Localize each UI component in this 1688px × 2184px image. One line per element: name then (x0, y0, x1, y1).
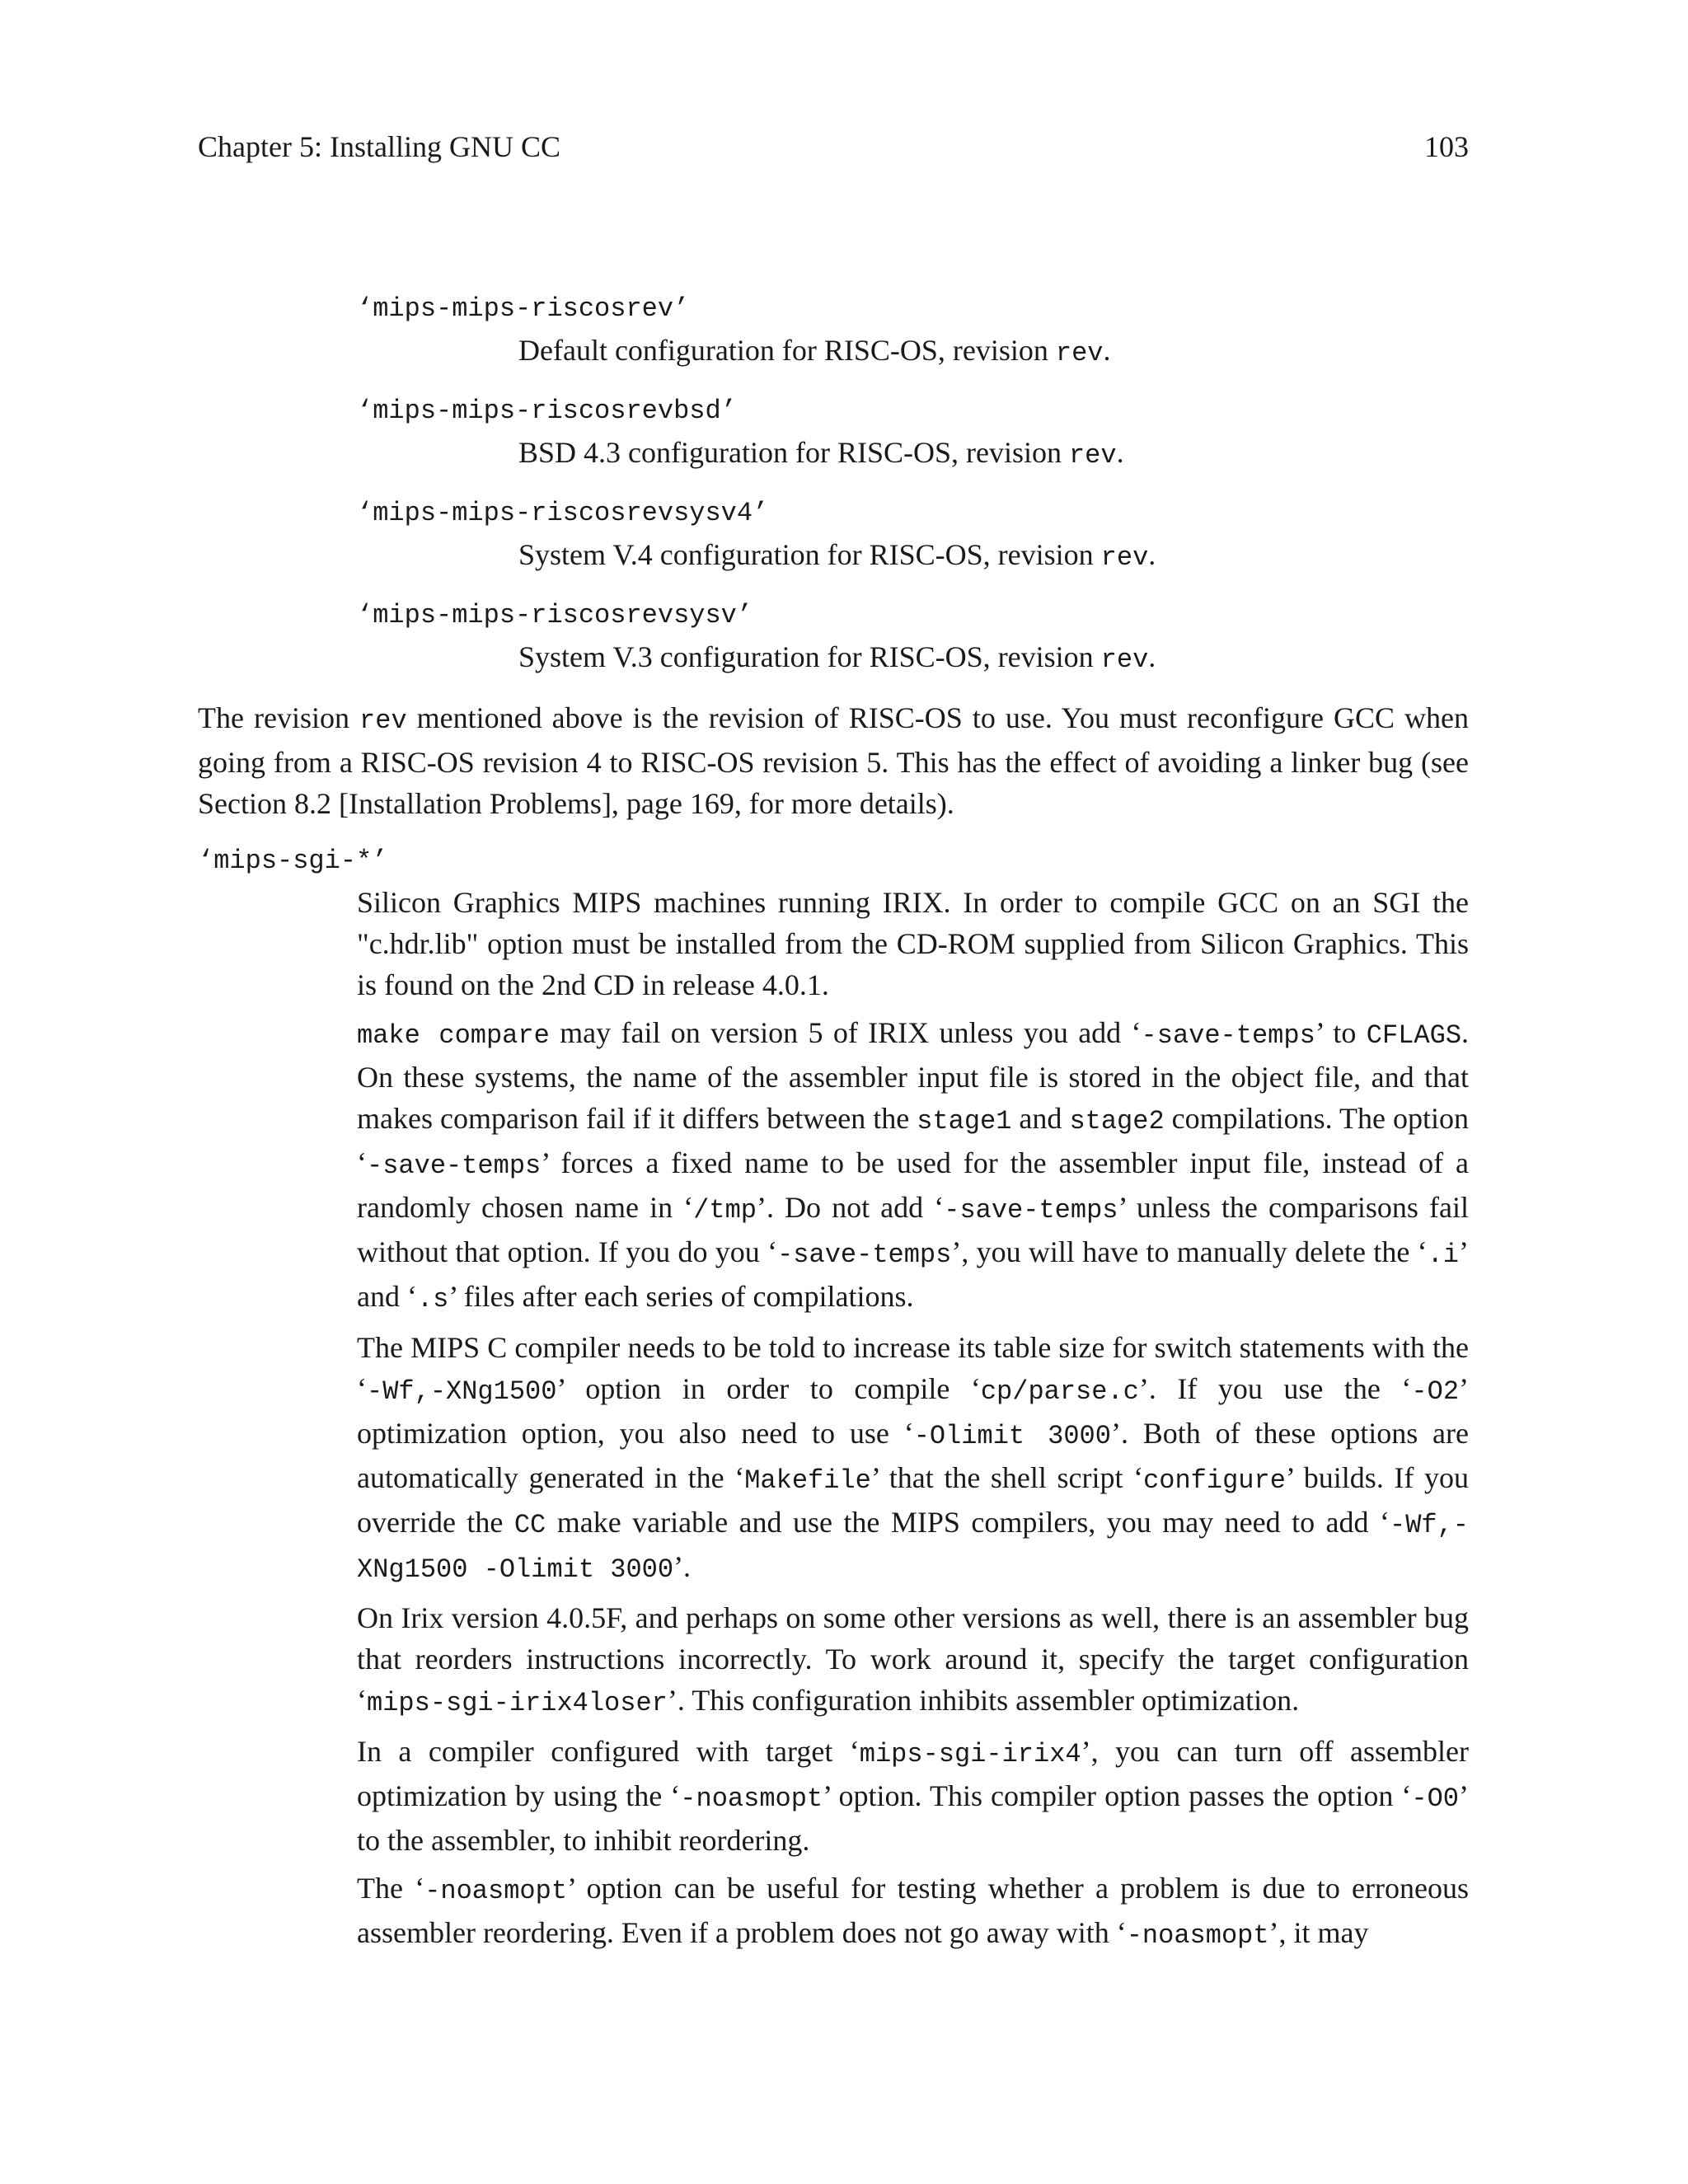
paragraph-text: and (1011, 1102, 1070, 1135)
inline-code: -save-temps (367, 1151, 542, 1181)
description-text: . (1116, 436, 1124, 469)
config-term: ‘mips-mips-riscosrevsysv4’ (357, 498, 769, 528)
inline-code: -save-temps (1141, 1020, 1315, 1051)
inline-code: -save-temps (944, 1195, 1118, 1226)
paragraph-text: mentioned above is the revision of RISC-OS to use. You must reconfigure GCC when going from a RISC-OS revision 4 to RISC-OS revision 5. This has the effect of avoiding a linker bug (see Section 8.2 [Installation Problems], page 169, for more details). (198, 701, 1470, 820)
config-description (518, 636, 1469, 681)
sgi-config-term: ‘mips-sgi-*’ (198, 846, 388, 876)
page-number: 103 (1424, 130, 1469, 163)
config-description (518, 432, 1469, 476)
paragraph-text: ’ option. This compiler option passes the option ‘ (823, 1779, 1412, 1812)
description-text: System V.3 configuration for RISC-OS, revision (518, 640, 1101, 673)
riscos-entry (357, 391, 1469, 476)
paragraph-text: ’ option can be useful for testing whether a problem is due to erroneous assembler reordering. Even if a problem does not go away with ‘ (357, 1872, 1469, 1949)
riscos-entry (357, 595, 1469, 681)
irix-bug-paragraph (357, 1597, 1469, 1724)
inline-code: -noasmopt (1126, 1920, 1269, 1951)
description-text: Default configuration for RISC-OS, revision (518, 334, 1056, 367)
inline-code: rev (1100, 542, 1149, 573)
paragraph-text: ’ forces a fixed name to be used for the assembler input file, instead of a randomly chosen name in ‘ (357, 1146, 1469, 1224)
paragraph-text: ’, it may (1268, 1916, 1369, 1949)
paragraph-text: ’. If you use the ‘ (1138, 1372, 1412, 1405)
paragraph-text: ’. Both of these options are automatically generated in the ‘ (357, 1417, 1469, 1494)
paragraph-text: The ‘ (357, 1872, 425, 1905)
inline-code: -noasmopt (424, 1876, 568, 1906)
paragraph-text: ’ builds. If you override the (357, 1461, 1469, 1539)
paragraph-text: ’ unless the comparisons fail without that option. If you do you ‘ (357, 1191, 1469, 1268)
inline-code: Makefile (744, 1465, 871, 1496)
inline-code: -noasmopt (680, 1783, 823, 1814)
inline-code: rev (1055, 338, 1104, 368)
page-body (198, 288, 1469, 1957)
paragraph-text: compilations. The option ‘ (357, 1102, 1469, 1179)
paragraph-text: ’ that the shell script ‘ (870, 1461, 1144, 1494)
noasmopt-paragraph (357, 1731, 1469, 1861)
inline-code: CFLAGS (1366, 1020, 1462, 1051)
paragraph-text: ’ files after each series of compilations. (448, 1280, 914, 1313)
paragraph-text: The revision (198, 701, 360, 734)
paragraph-text: ’. Do not add ‘ (756, 1191, 945, 1224)
inline-code: -O2 (1411, 1376, 1460, 1407)
paragraph-text: On Irix version 4.0.5F, and perhaps on some other versions as well, there is an assembler bug that reorders instructions incorrectly. To work around it, specify the target configuration ‘ (357, 1601, 1469, 1717)
sgi-description (357, 882, 1469, 1957)
inline-code: -Wf,-XNg1500 -Olimit 3000 (357, 1510, 1469, 1585)
paragraph-text: The MIPS C compiler needs to be told to increase its table size for switch statements with the ‘ (357, 1331, 1469, 1405)
running-header (198, 125, 1469, 168)
paragraph-text: ’, you can turn off assembler optimization by using the ‘ (357, 1735, 1469, 1812)
inline-code: rev (1100, 644, 1149, 675)
description-text: . (1148, 640, 1156, 673)
inline-code: -O0 (1411, 1783, 1459, 1814)
description-text: System V.4 configuration for RISC-OS, revision (518, 538, 1101, 571)
config-term: ‘mips-mips-riscosrevbsd’ (357, 396, 737, 426)
description-text: BSD 4.3 configuration for RISC-OS, revision (518, 436, 1069, 469)
config-term: ‘mips-mips-riscosrevsysv’ (357, 600, 753, 630)
riscos-entry (357, 493, 1469, 579)
riscos-config-table (198, 288, 1469, 681)
mips-compiler-paragraph (357, 1327, 1469, 1591)
paragraph-text: . On these systems, the name of the assembler input file is stored in the object file, and that makes comparison fail if it differs between the (357, 1016, 1470, 1135)
inline-code: make compare (357, 1020, 550, 1051)
inline-code: configure (1143, 1465, 1286, 1496)
inline-code: .i (1427, 1240, 1459, 1270)
paragraph-text: ’ and ‘ (357, 1235, 1469, 1313)
inline-code: /tmp (693, 1195, 757, 1226)
description-text: . (1148, 538, 1156, 571)
config-description (518, 534, 1469, 579)
inline-code: mips-sgi-irix4 (859, 1739, 1081, 1769)
inline-code: mips-sgi-irix4loser (367, 1688, 668, 1718)
riscos-entry (357, 288, 1469, 374)
inline-code: .s (416, 1284, 449, 1315)
inline-code: -Olimit 3000 (913, 1421, 1111, 1451)
paragraph-text: ’, you will have to manually delete the ‘ (951, 1235, 1428, 1268)
chapter-title: Chapter 5: Installing GNU CC (198, 130, 560, 163)
inline-code: -Wf,-XNg1500 (367, 1376, 557, 1407)
paragraph-text: ’ optimization option, you also need to use ‘ (357, 1372, 1470, 1450)
inline-code: -save-temps (777, 1240, 952, 1270)
paragraph-text: ’ to the assembler, to inhibit reordering. (357, 1779, 1469, 1857)
inline-code: cp/parse.c (980, 1376, 1139, 1407)
paragraph-text: ’. This configuration inhibits assembler optimization. (667, 1684, 1300, 1717)
paragraph-text: may fail on version 5 of IRIX unless you add ‘ (549, 1016, 1142, 1049)
config-term: ‘mips-mips-riscosrev’ (357, 293, 690, 324)
make-compare-paragraph (357, 1012, 1469, 1320)
revision-paragraph (198, 697, 1469, 824)
sgi-intro-paragraph: Silicon Graphics MIPS machines running IRIX. In order to compile GCC on an SGI the "c.hdr.lib" option must be installed from the CD-ROM supplied from Silicon Graphics. This is found on the 2nd CD in release 4.0.1. (357, 886, 1469, 1001)
inline-code: rev (1068, 440, 1117, 471)
config-description (518, 330, 1469, 374)
paragraph-text: ’ to (1315, 1016, 1367, 1049)
noasmopt-testing-paragraph (357, 1868, 1469, 1957)
inline-code: CC (513, 1510, 546, 1540)
description-text: . (1103, 334, 1111, 367)
paragraph-text: In a compiler configured with target ‘ (357, 1735, 860, 1768)
inline-code: stage2 (1069, 1106, 1165, 1137)
inline-code: stage1 (917, 1106, 1012, 1137)
paragraph-text: ’. (673, 1550, 692, 1583)
inline-code: rev (359, 705, 407, 736)
paragraph-text: ’ option in order to compile ‘ (556, 1372, 981, 1405)
paragraph-text: make variable and use the MIPS compilers, you may need to add ‘ (546, 1506, 1390, 1539)
